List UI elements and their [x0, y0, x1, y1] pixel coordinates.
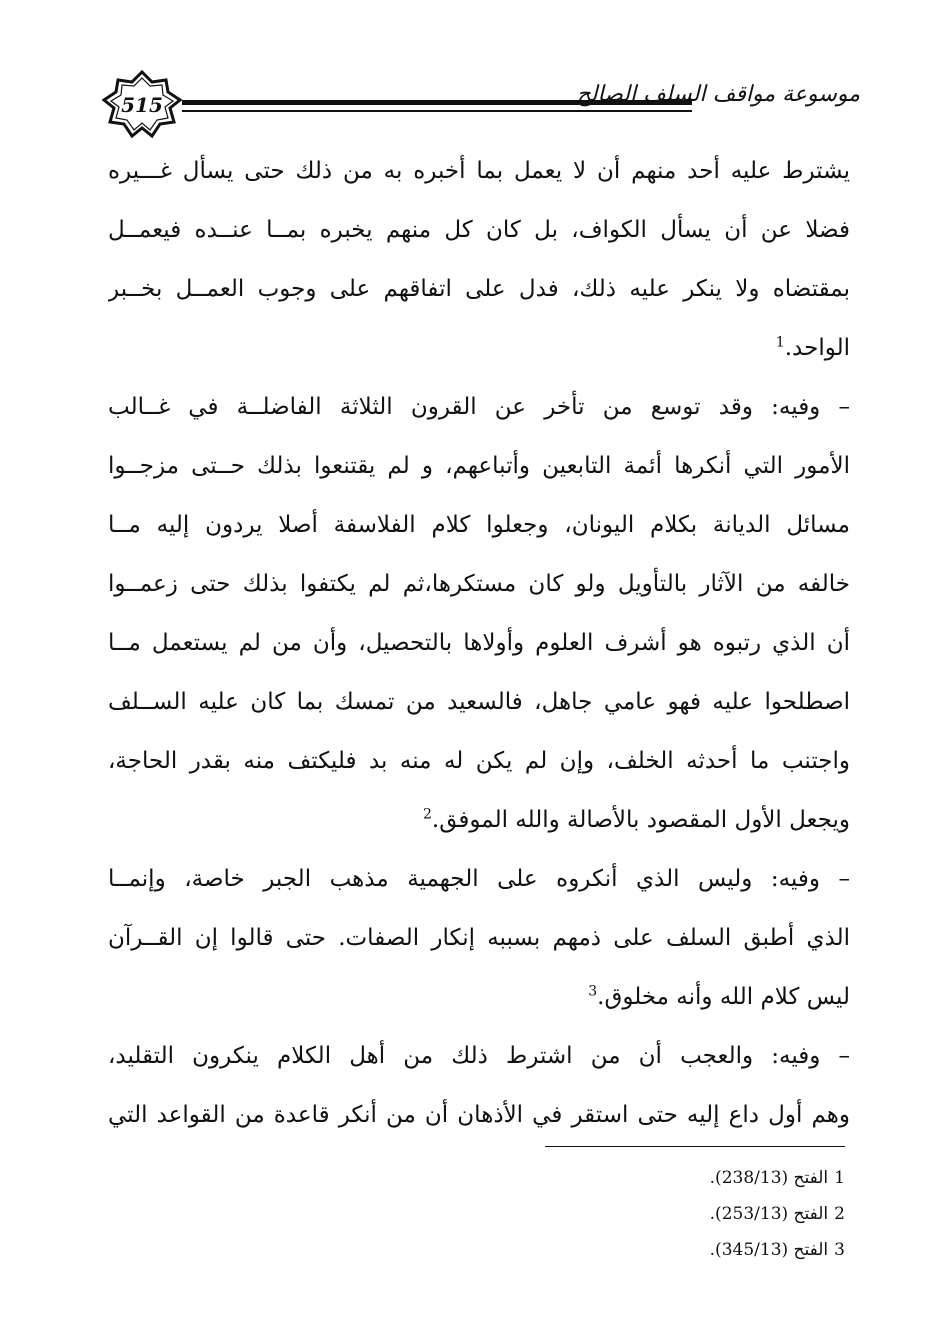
- text-line: [108, 142, 850, 201]
- footnote-number: 2: [834, 1204, 845, 1224]
- text-line: [108, 791, 850, 850]
- text-line: [108, 319, 850, 378]
- footnote-item: [545, 1160, 845, 1196]
- footnote-separator: [545, 1146, 845, 1147]
- book-title: موسوعة مواقف السلف الصالح: [576, 82, 860, 107]
- page-number: 515: [121, 93, 163, 117]
- footnote-text: الفتح (253/13).: [709, 1204, 829, 1224]
- text-line: [108, 850, 850, 909]
- text-line: [108, 555, 850, 614]
- footnote-marker: 1: [775, 334, 785, 351]
- text-line: [108, 673, 850, 732]
- footnote-item: [545, 1232, 845, 1268]
- text-line-content: – وفيه: وليس الذي أنكروه على الجهمية مذهب الجبر خاصة، وإنمــا: [108, 866, 850, 892]
- text-line-content: ليس كلام الله وأنه مخلوق.: [597, 984, 850, 1010]
- text-line-content: الأمور التي أنكرها أئمة التابعين وأتباعهم، و لم يقتنعوا بذلك حــتى مزجــوا: [108, 453, 850, 479]
- text-line-content: ويجعل الأول المقصود بالأصالة والله الموفق.: [431, 807, 850, 833]
- text-line: [108, 968, 850, 1027]
- text-line-content: أن الذي رتبوه هو أشرف العلوم وأولاها بالتحصيل، وأن من لم يستعمل مــا: [108, 630, 850, 656]
- page-header: [100, 70, 860, 140]
- footnote-text: الفتح (345/13).: [709, 1240, 829, 1260]
- text-line-content: خالفه من الآثار بالتأويل ولو كان مستكرها،ثم لم يكتفوا بذلك حتى زعمــوا: [108, 571, 850, 597]
- text-line: [108, 378, 850, 437]
- text-line-content: واجتنب ما أحدثه الخلف، وإن لم يكن له منه بد فليكتف منه بقدر الحاجة،: [108, 748, 850, 774]
- page-number-badge: [100, 70, 184, 140]
- text-line-content: وهم أول داع إليه حتى استقر في الأذهان أن من أنكر قاعدة من القواعد التي: [108, 1102, 850, 1128]
- header-rule-thin: [182, 110, 692, 112]
- text-line: [108, 732, 850, 791]
- footnote-marker: 3: [588, 983, 598, 1000]
- footnote-marker: 2: [423, 806, 432, 823]
- text-line-content: يشترط عليه أحد منهم أن لا يعمل بما أخبره به من ذلك حتى يسأل غـــيره: [108, 158, 850, 184]
- text-line: [108, 1086, 850, 1145]
- text-line: [108, 437, 850, 496]
- footnote-item: [545, 1196, 845, 1232]
- footnote-text: الفتح (238/13).: [709, 1168, 829, 1188]
- text-line: [108, 614, 850, 673]
- footnote-number: 3: [834, 1240, 845, 1260]
- body-text: [108, 142, 850, 1145]
- text-line: [108, 909, 850, 968]
- text-line-content: – وفيه: وقد توسع من تأخر عن القرون الثلاثة الفاضلــة في غــالب: [108, 394, 850, 420]
- footnote-number: 1: [834, 1168, 845, 1188]
- text-line: [108, 260, 850, 319]
- text-line-content: اصطلحوا عليه فهو عامي جاهل، فالسعيد من تمسك بما كان عليه الســلف: [108, 689, 850, 715]
- footnotes: [545, 1160, 845, 1268]
- text-line: [108, 496, 850, 555]
- text-line-content: الواحد.: [784, 335, 850, 361]
- text-line: [108, 201, 850, 260]
- text-line-content: فضلا عن أن يسأل الكواف، بل كان كل منهم يخبره بمــا عنــده فيعمــل: [108, 217, 850, 243]
- text-line-content: بمقتضاه ولا ينكر عليه ذلك، فدل على اتفاقهم على وجوب العمــل بخــبر: [108, 276, 850, 302]
- text-line: [108, 1027, 850, 1086]
- text-line-content: – وفيه: والعجب أن من اشترط ذلك من أهل الكلام ينكرون التقليد،: [108, 1043, 850, 1069]
- text-line-content: الذي أطبق السلف على ذمهم بسببه إنكار الصفات. حتى قالوا إن القــرآن: [108, 925, 850, 951]
- text-line-content: مسائل الديانة بكلام اليونان، وجعلوا كلام الفلاسفة أصلا يردون إليه مــا: [108, 512, 850, 538]
